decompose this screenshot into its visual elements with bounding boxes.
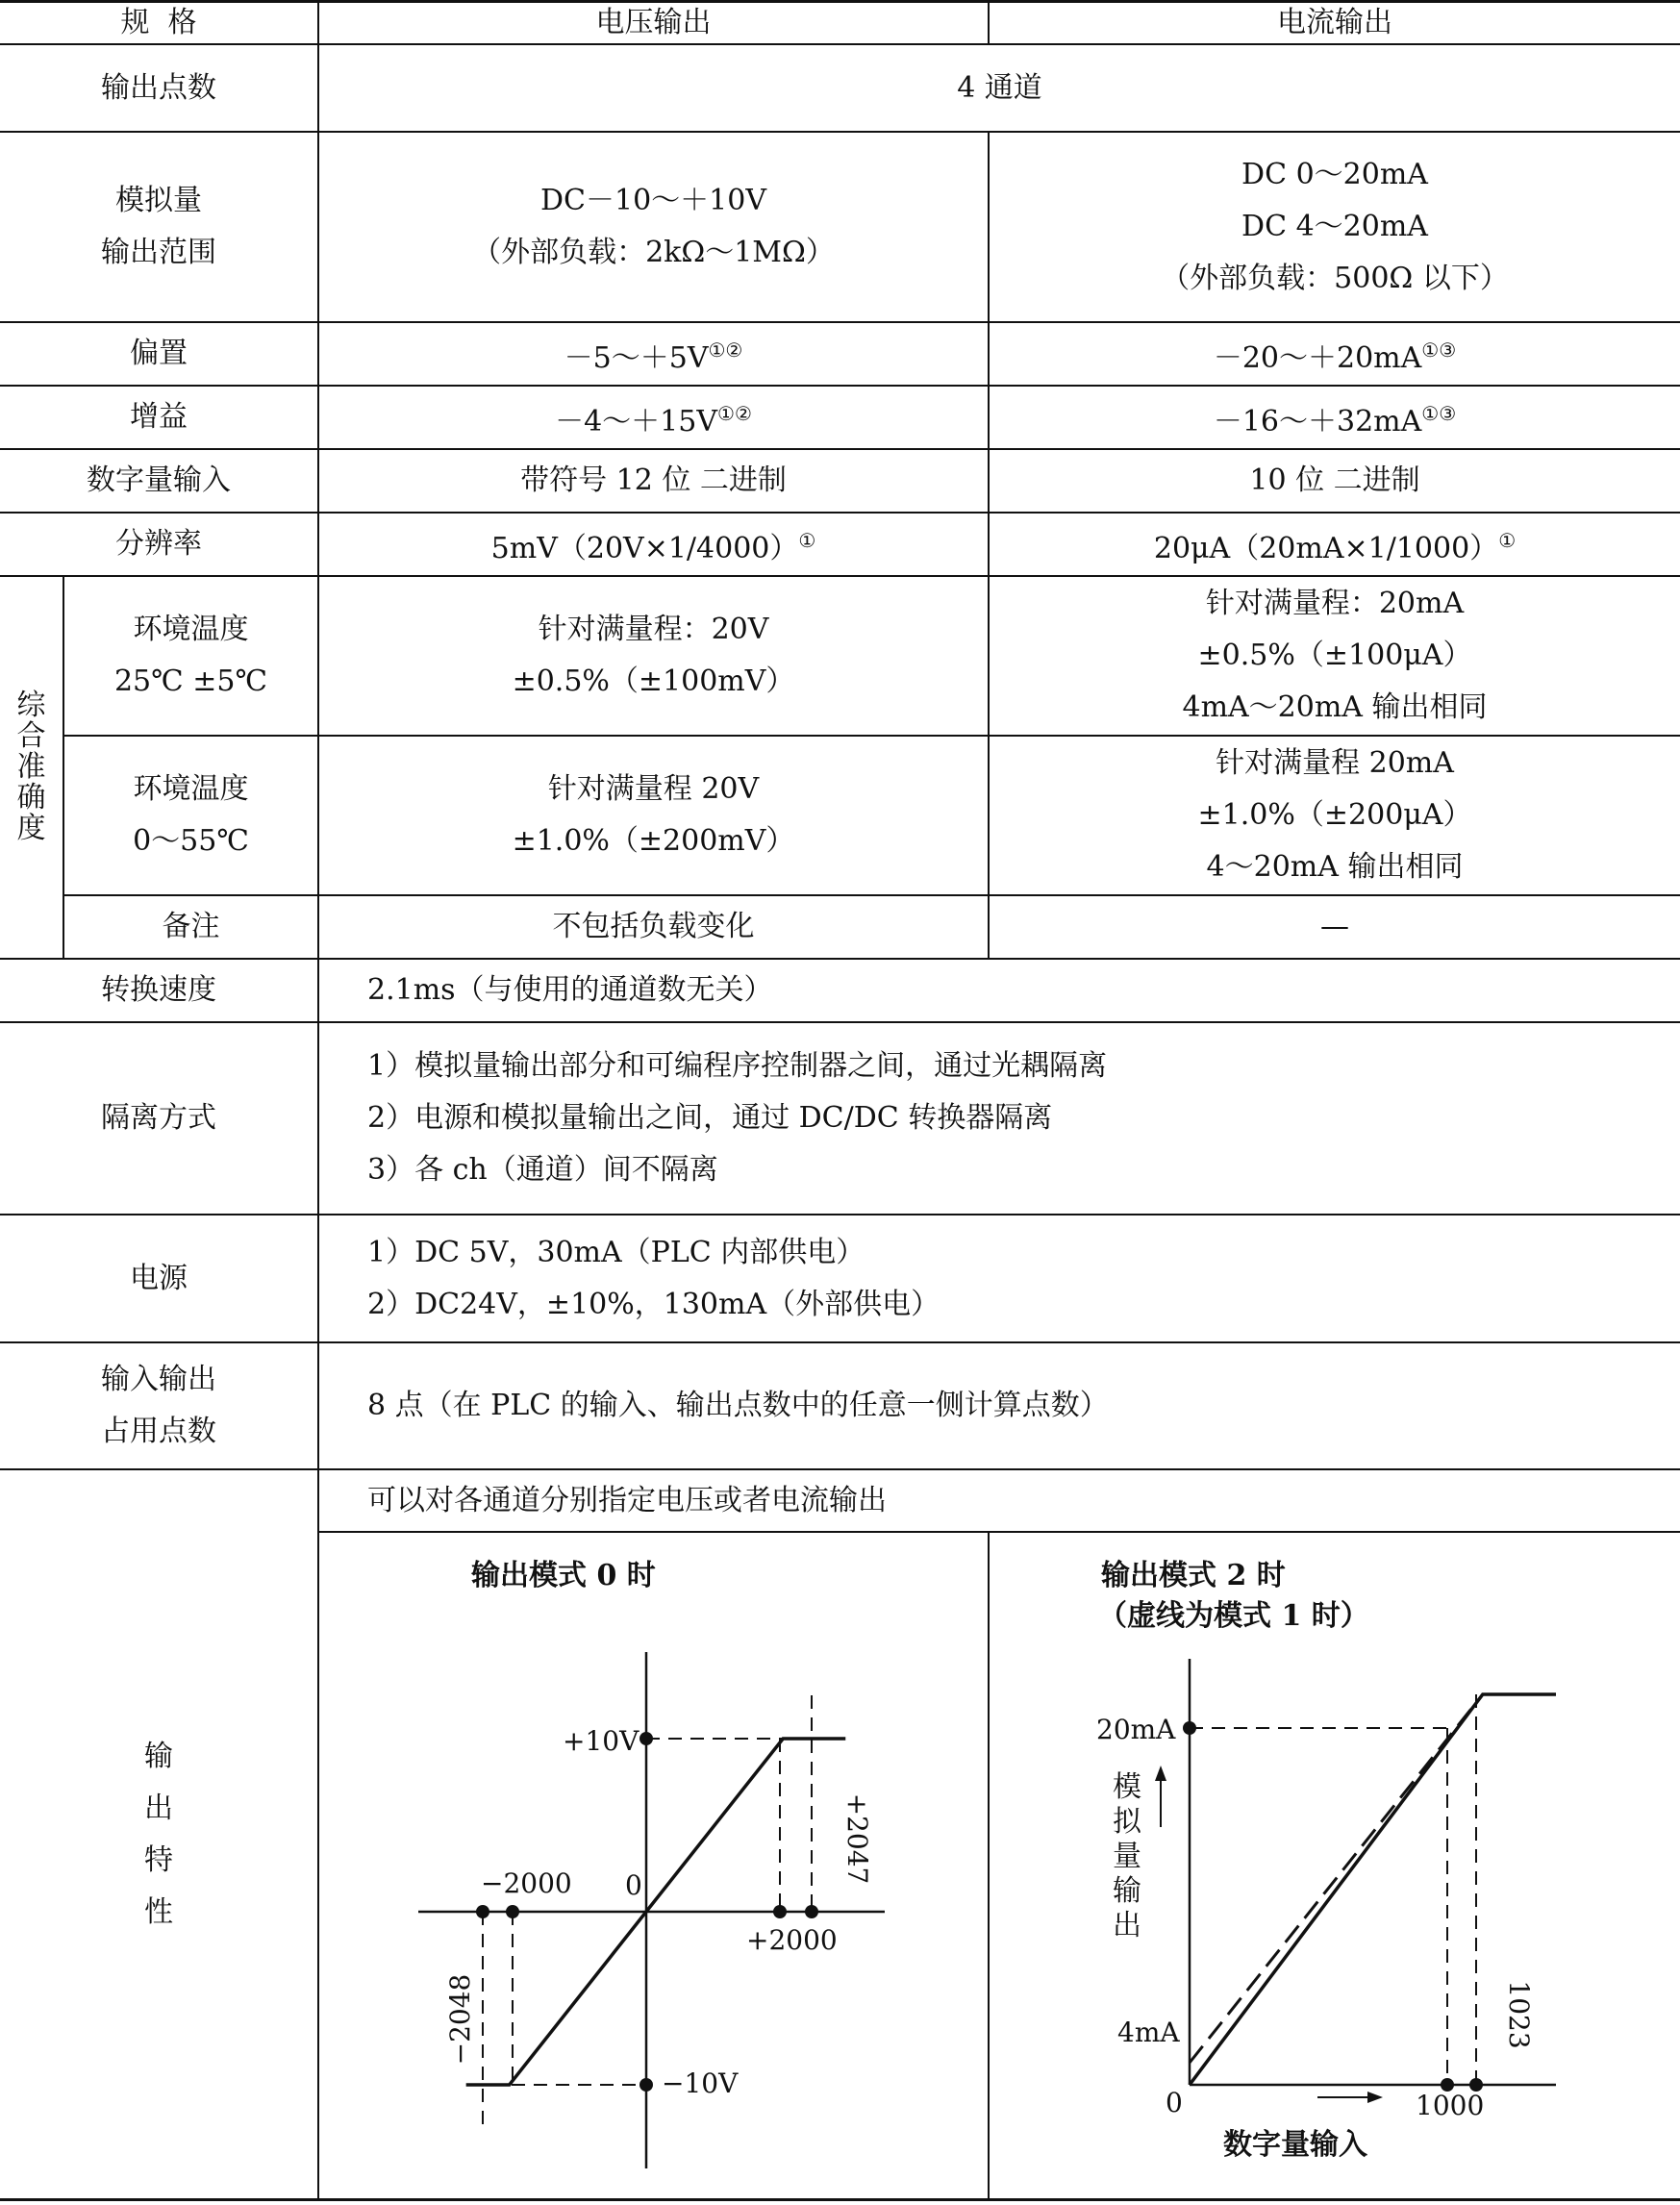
chart-current-mode2: [990, 1533, 1680, 2198]
marker: [639, 1732, 653, 1745]
gain-voltage: －4～＋15V①②: [555, 401, 752, 438]
y-axis-label: [1113, 1770, 1142, 1942]
y-label-char: 模: [1113, 1770, 1141, 1804]
accuracy-temp2-label: 环境温度 0～55℃: [133, 772, 249, 858]
label-y-max: 20mA: [1096, 1714, 1176, 1745]
isolation-label: 隔离方式: [101, 1101, 216, 1135]
offset-current: －20～＋20mA①③: [1213, 338, 1457, 375]
accuracy-remark-current: —: [1320, 910, 1349, 943]
label-y-min: 4mA: [1117, 2017, 1180, 2048]
power-label: 电源: [130, 1261, 188, 1295]
resolution-label: 分辨率: [115, 527, 202, 561]
offset-voltage: －5～＋5V①②: [564, 338, 743, 375]
accuracy-temp2-voltage: 针对满量程 20V ±1.0%（±200mV）: [512, 772, 795, 858]
y-label-char: 输: [1113, 1874, 1141, 1908]
label-x-neg: −2000: [481, 1867, 572, 1899]
range-label: 模拟量 输出范围: [101, 184, 216, 269]
accuracy-temp1-current: 针对满量程：20mA ±0.5%（±100μA） 4mA～20mA 输出相同: [1182, 587, 1488, 724]
marker: [639, 2078, 653, 2092]
label-x-neg-lim: −2048: [444, 1973, 476, 2066]
chart-title: 输出模式 2 时: [1101, 1559, 1286, 1592]
label-x-lim: 1023: [1503, 1980, 1535, 2049]
accuracy-temp1-voltage: 针对满量程：20V ±0.5%（±100mV）: [512, 613, 795, 698]
label-zero: 0: [625, 1869, 642, 1901]
y-label-char: 量: [1113, 1840, 1141, 1873]
x-axis-label: 数字量输入: [1223, 2128, 1367, 2162]
offset-label: 偏置: [130, 337, 188, 370]
isolation-items: 1）模拟量输出部分和可编程序控制器之间，通过光耦隔离 2）电源和模拟量输出之间，通过 DC/DC 转换器隔离 3）各 ch（通道）间不隔离: [367, 1049, 1108, 1187]
rule-bottom: [0, 2198, 1680, 2201]
y-axis-arrow: [1155, 1766, 1166, 1827]
chart-title: 输出模式 0 时: [471, 1559, 656, 1592]
marker: [805, 1905, 818, 1918]
series-mode1: [1190, 1694, 1483, 2063]
marker: [1183, 1721, 1196, 1735]
header-voltage: 电压输出: [595, 6, 712, 39]
resolution-current: 20μA（20mA×1/1000）①: [1153, 528, 1517, 565]
points-label: 输出点数: [101, 70, 216, 105]
accuracy-remark-voltage: 不包括负载变化: [552, 910, 755, 943]
accuracy-group-label: 综 合 准 确 度: [16, 689, 46, 845]
points-value: 4 通道: [957, 70, 1042, 105]
y-label-char: 拟: [1113, 1805, 1141, 1839]
speed-label: 转换速度: [101, 973, 216, 1007]
power-items: 1）DC 5V，30mA（PLC 内部供电） 2）DC24V，±10%，130mA（外部供电）: [367, 1235, 940, 1321]
chart-subtitle: （虚线为模式 1 时）: [1098, 1599, 1369, 1633]
speed-value: 2.1ms（与使用的通道数无关）: [367, 973, 773, 1007]
x-axis-arrow: [1317, 2092, 1383, 2103]
accuracy-temp1-label: 环境温度 25℃ ±5℃: [113, 613, 268, 698]
digital-input-voltage: 带符号 12 位 二进制: [520, 464, 787, 497]
label-pos-max: +10V: [563, 1725, 639, 1757]
label-neg-max: −10V: [662, 2067, 739, 2099]
label-x-pos-lim: +2047: [841, 1792, 873, 1885]
resolution-voltage: 5mV（20V×1/4000）①: [490, 528, 816, 565]
y-label-char: 出: [1113, 1909, 1141, 1942]
accuracy-remark-label: 备注: [162, 910, 220, 943]
range-current: DC 0～20mA DC 4～20mA （外部负载：500Ω 以下）: [1161, 158, 1509, 295]
digital-input-current: 10 位 二进制: [1249, 464, 1420, 497]
label-x-max: 1000: [1416, 2090, 1485, 2121]
range-voltage: DC－10～＋10V （外部负载：2kΩ～1MΩ）: [472, 184, 835, 269]
gain-label: 增益: [130, 400, 188, 434]
characteristics-value: 可以对各通道分别指定电压或者电流输出: [367, 1483, 887, 1517]
chart-voltage-mode0: [319, 1533, 988, 2198]
accuracy-temp2-current: 针对满量程 20mA ±1.0%（±200μA） 4～20mA 输出相同: [1197, 746, 1472, 884]
digital-input-label: 数字量输入: [87, 464, 231, 497]
characteristics-label: 输 出 特 性: [144, 1739, 173, 1929]
series-mode2: [1190, 1694, 1556, 2085]
header-spec: 规 格: [120, 6, 197, 39]
gain-current: －16～＋32mA①③: [1213, 401, 1457, 438]
label-zero: 0: [1166, 2087, 1183, 2118]
marker: [773, 1905, 787, 1918]
io-points-label: 输入输出 占用点数: [101, 1363, 216, 1448]
label-x-pos: +2000: [746, 1924, 838, 1956]
marker: [476, 1905, 489, 1918]
io-points-value: 8 点（在 PLC 的输入、输出点数中的任意一侧计算点数）: [367, 1389, 1109, 1422]
header-current: 电流输出: [1277, 6, 1392, 39]
marker: [506, 1905, 519, 1918]
